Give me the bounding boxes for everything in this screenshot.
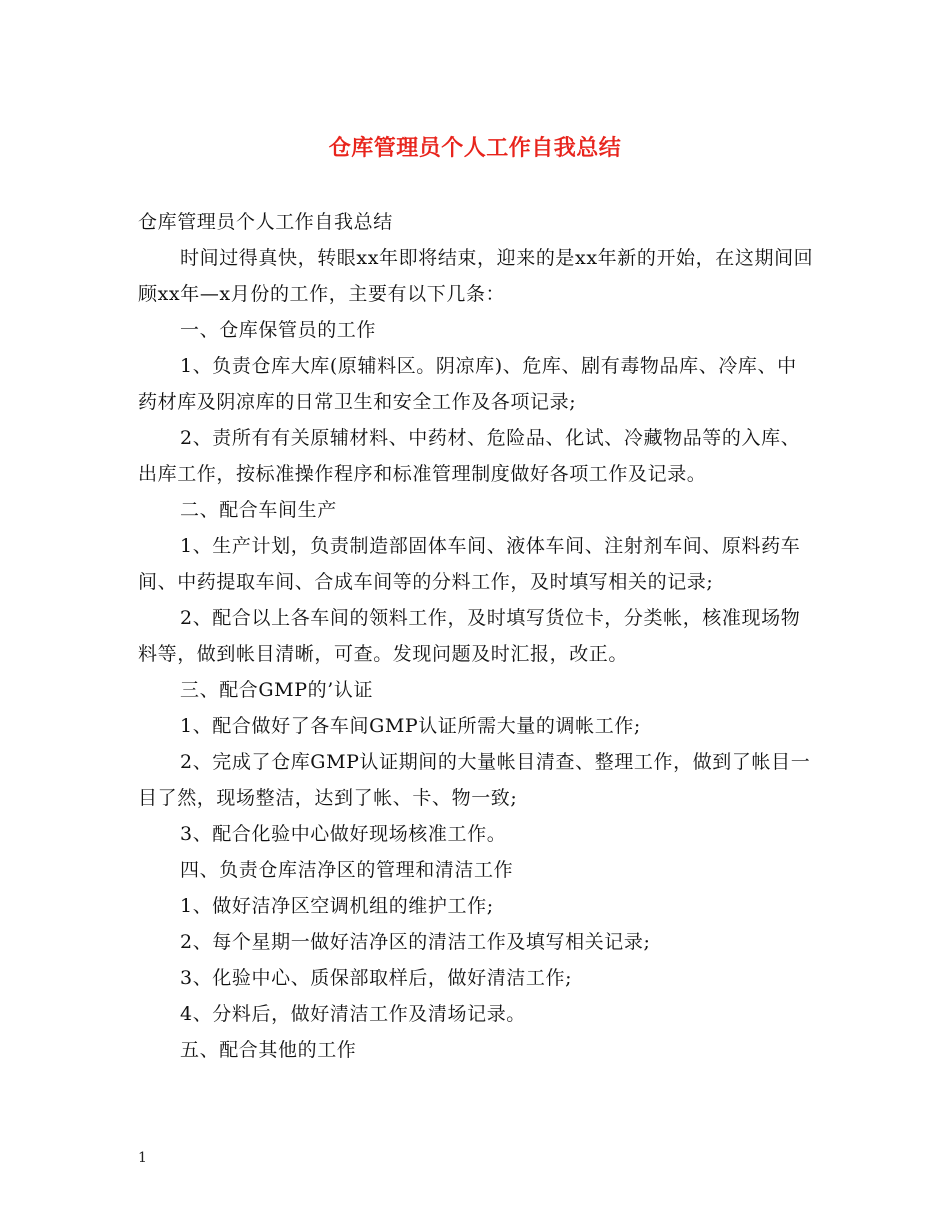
paragraph: 1、负责仓库大库(原辅料区。阴凉库)、危库、剧有毒物品库、冷库、中药材库及阴凉库的日常卫生和安全工作及各项记录; [138, 355, 797, 413]
document-title: 仓库管理员个人工作自我总结 [328, 135, 622, 161]
section-heading: 三、配合GMP的’认证 [180, 679, 374, 701]
section-heading: 二、配合车间生产 [180, 499, 337, 521]
paragraph: 3、化验中心、质保部取样后，做好清洁工作; [180, 967, 573, 989]
paragraph: 仓库管理员个人工作自我总结 [138, 211, 393, 233]
document-body [138, 204, 814, 1068]
paragraph: 2、完成了仓库GMP认证期间的大量帐目清查、整理工作，做到了帐目一目了然，现场整洁，达到了帐、卡、物一致; [138, 751, 811, 809]
paragraph: 2、责所有有关原辅材料、中药材、危险品、化试、冷藏物品等的入库、出库工作，按标准操作程序和标准管理制度做好各项工作及记录。 [138, 427, 801, 485]
paragraph: 1、配合做好了各车间GMP认证所需大量的调帐工作; [180, 715, 641, 737]
section-heading: 五、配合其他的工作 [180, 1039, 357, 1061]
section-heading: 一、仓库保管员的工作 [180, 319, 377, 341]
paragraph: 4、分料后，做好清洁工作及清场记录。 [180, 1003, 526, 1025]
section-heading: 四、负责仓库洁净区的管理和清洁工作 [180, 859, 514, 881]
paragraph: 2、每个星期一做好洁净区的清洁工作及填写相关记录; [180, 931, 651, 953]
page-number: 1 [138, 1150, 147, 1166]
paragraph: 2、配合以上各车间的领料工作，及时填写货位卡，分类帐，核准现场物料等，做到帐目清晰，可查。发现问题及时汇报，改正。 [138, 607, 801, 665]
paragraph: 1、做好洁净区空调机组的维护工作; [180, 895, 494, 917]
paragraph: 时间过得真快，转眼xx年即将结束，迎来的是xx年新的开始，在这期间回顾xx年—x月份的工作，主要有以下几条： [138, 247, 814, 305]
paragraph: 1、生产计划，负责制造部固体车间、液体车间、注射剂车间、原料药车间、中药提取车间、合成车间等的分料工作，及时填写相关的记录; [138, 535, 801, 593]
paragraph: 3、配合化验中心做好现场核准工作。 [180, 823, 507, 845]
